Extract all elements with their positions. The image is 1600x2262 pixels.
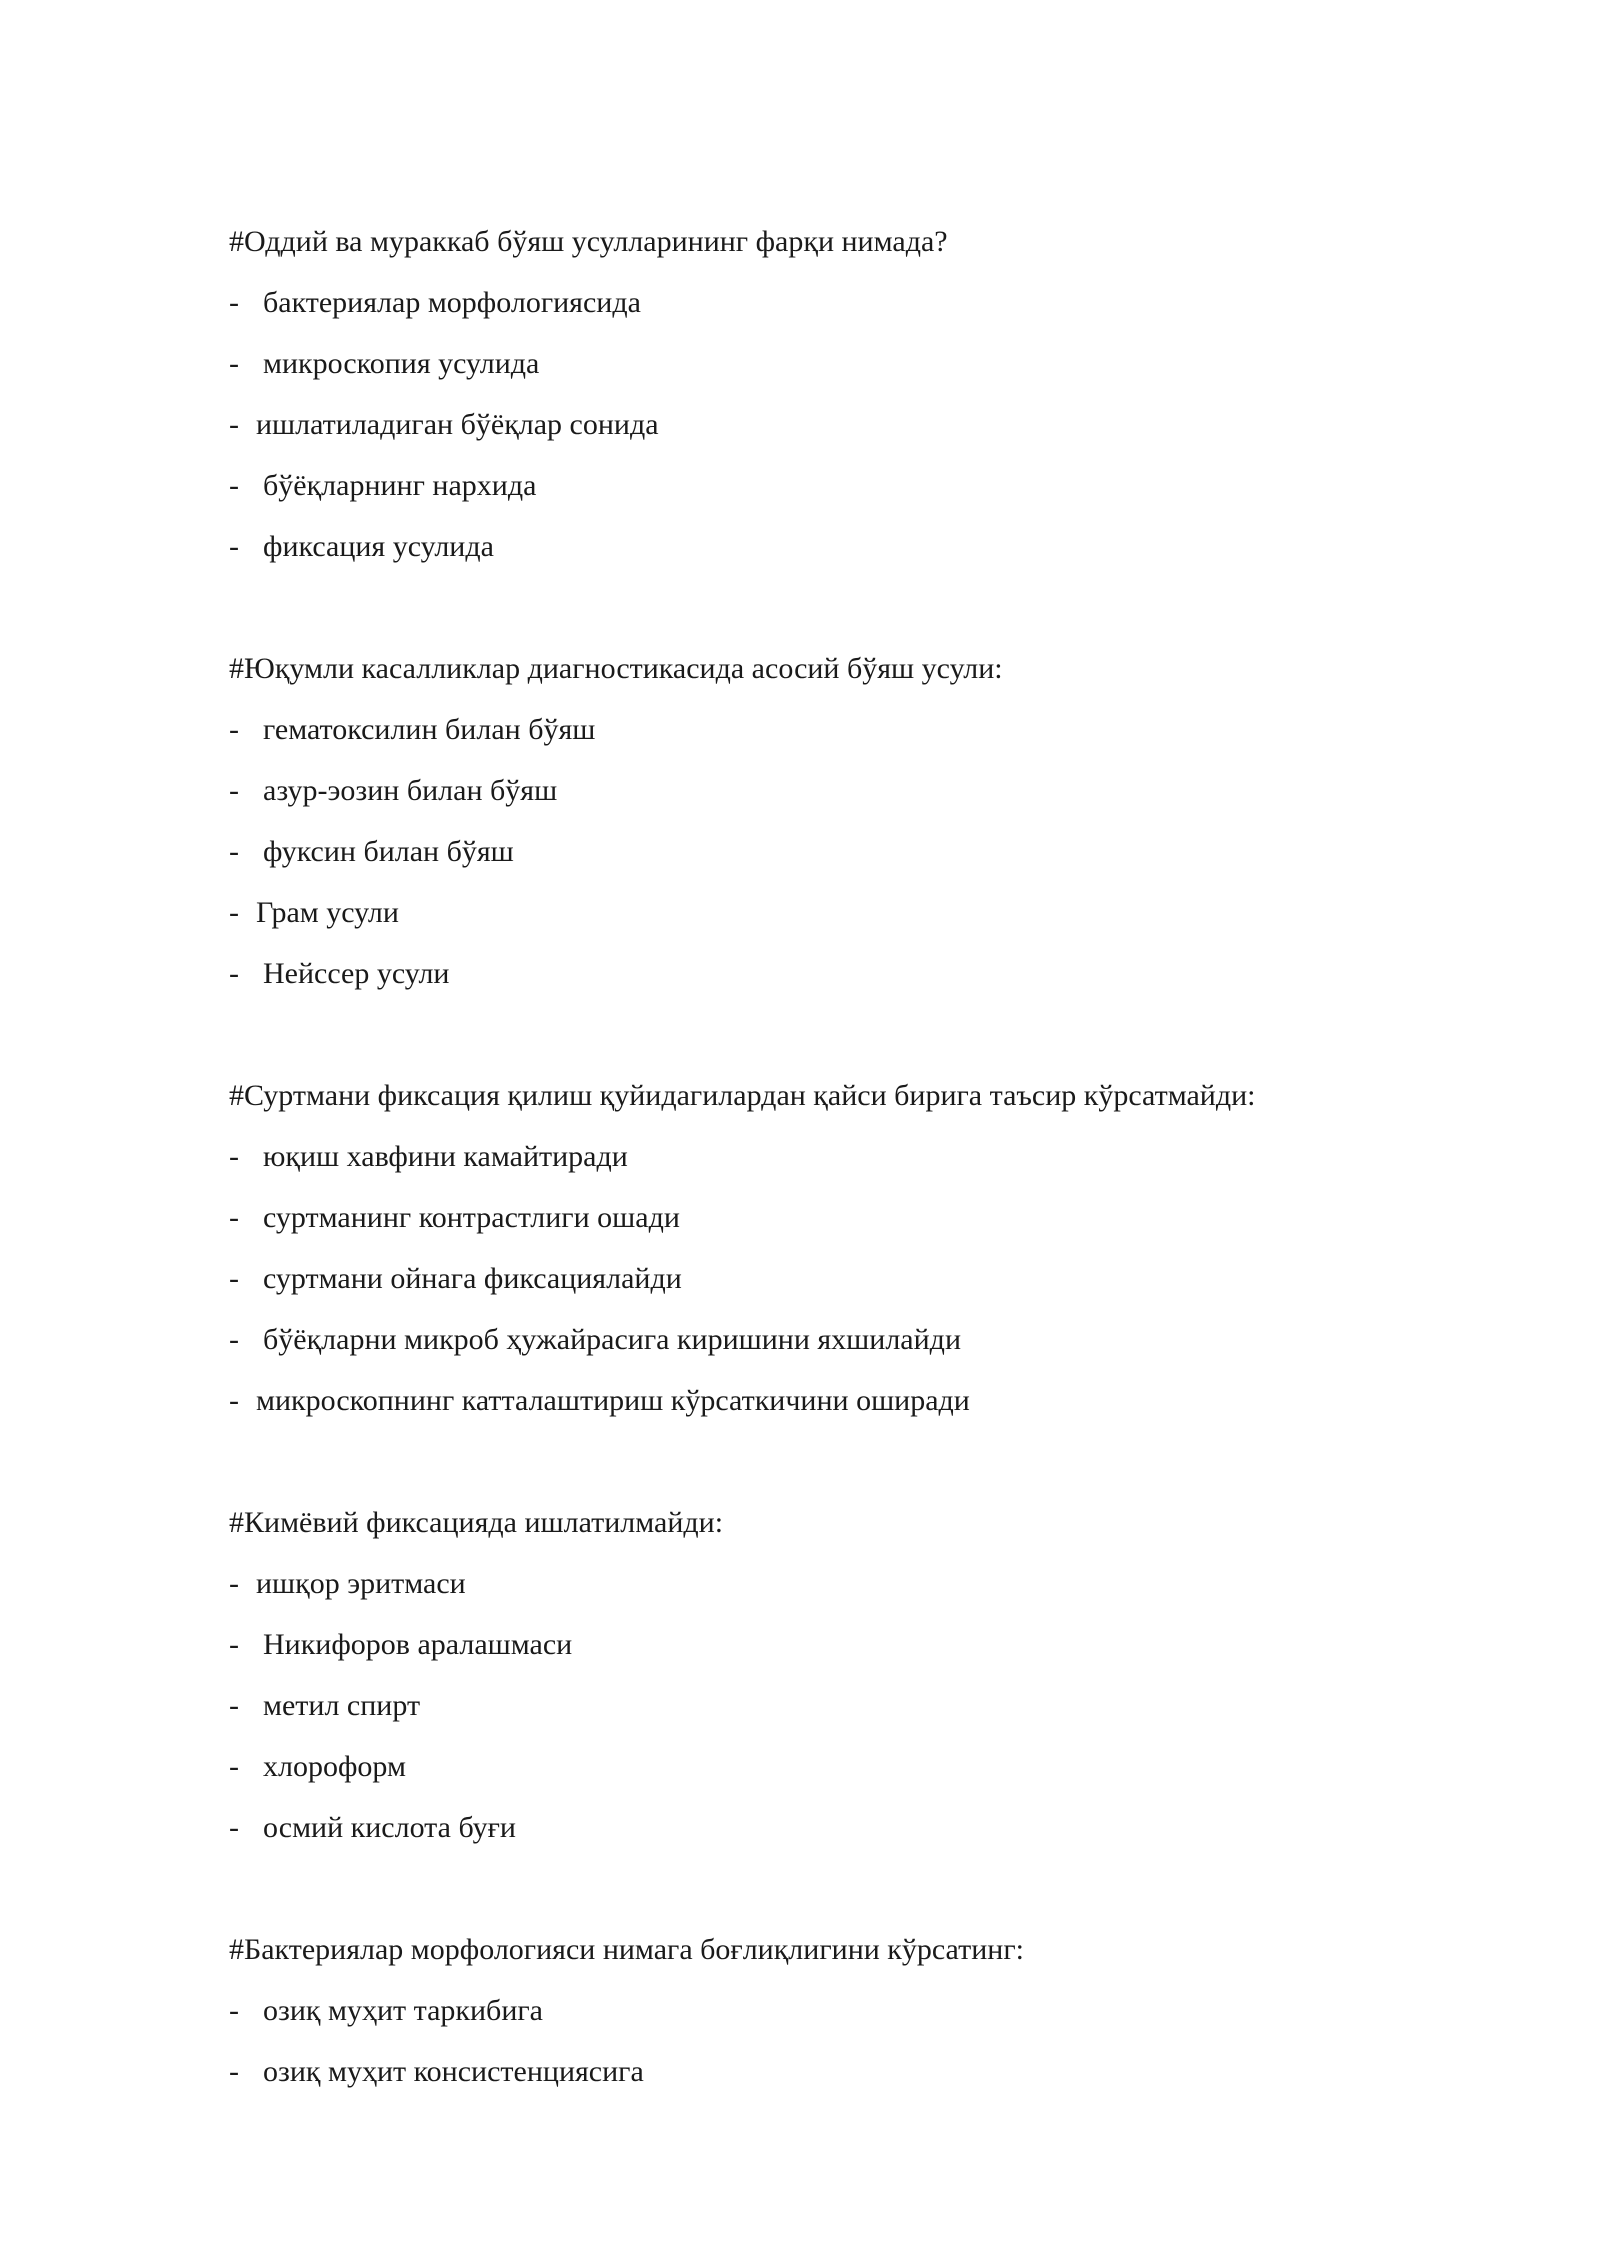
answer-option (229, 1675, 1429, 1736)
option-text: бактериялар морфологиясида (263, 286, 641, 319)
question-block (229, 1065, 1429, 1431)
answer-option (229, 1614, 1429, 1675)
option-dash: - (229, 286, 239, 319)
option-text: Никифоров аралашмаси (263, 1628, 573, 1661)
option-dash: - (229, 1384, 239, 1417)
answer-option (229, 1980, 1429, 2041)
option-text: фуксин билан бўяш (263, 835, 514, 868)
option-text: фиксация усулида (263, 530, 494, 563)
question-text: #Юқумли касалликлар диагностикасида асосий бўяш усули: (229, 652, 1003, 685)
answer-option (229, 1736, 1429, 1797)
answer-option (229, 333, 1429, 394)
option-dash: - (229, 1201, 239, 1234)
option-dash: - (229, 1750, 239, 1783)
question-text: #Кимёвий фиксацияда ишлатилмайди: (229, 1506, 724, 1539)
answer-option (229, 943, 1429, 1004)
answer-option (229, 1370, 1429, 1431)
option-text: бўёқларнинг нархида (263, 469, 537, 502)
answer-option (229, 394, 1429, 455)
option-dash: - (229, 408, 239, 441)
option-text: микроскопия усулида (263, 347, 540, 380)
option-text: хлороформ (263, 1750, 406, 1783)
option-dash: - (229, 774, 239, 807)
option-text: суртманинг контрастлиги ошади (263, 1201, 680, 1234)
option-text: ишлатиладиган бўёқлар сонида (256, 408, 659, 441)
option-dash: - (229, 469, 239, 502)
question-block (229, 638, 1429, 1004)
option-dash: - (229, 530, 239, 563)
option-dash: - (229, 835, 239, 868)
option-text: Нейссер усули (263, 957, 450, 990)
option-text: бўёқларни микроб ҳужайрасига киришини яхшилайди (263, 1323, 961, 1356)
answer-option (229, 882, 1429, 943)
answer-option (229, 821, 1429, 882)
option-dash: - (229, 1567, 239, 1600)
option-text: микроскопнинг катталаштириш кўрсаткичини оширади (256, 1384, 970, 1417)
option-dash: - (229, 1262, 239, 1295)
option-text: азур-эозин билан бўяш (263, 774, 558, 807)
option-dash: - (229, 2055, 239, 2088)
option-dash: - (229, 896, 239, 929)
question-list (229, 211, 1429, 2163)
answer-option (229, 1187, 1429, 1248)
answer-option (229, 1126, 1429, 1187)
option-dash: - (229, 1140, 239, 1173)
option-dash: - (229, 713, 239, 746)
answer-option (229, 760, 1429, 821)
option-text: озиқ муҳит таркибига (263, 1994, 543, 2027)
option-dash: - (229, 1323, 239, 1356)
answer-option (229, 1248, 1429, 1309)
answer-option (229, 1309, 1429, 1370)
answer-option (229, 699, 1429, 760)
answer-option (229, 272, 1429, 333)
answer-option (229, 1553, 1429, 1614)
option-text: осмий кислота буғи (263, 1811, 516, 1844)
option-dash: - (229, 347, 239, 380)
option-text: метил спирт (263, 1689, 421, 1722)
answer-option (229, 455, 1429, 516)
option-dash: - (229, 1628, 239, 1661)
answer-option (229, 516, 1429, 577)
question-block (229, 1919, 1429, 2102)
option-text: ишқор эритмаси (256, 1567, 466, 1600)
option-dash: - (229, 957, 239, 990)
option-dash: - (229, 1689, 239, 1722)
question-block (229, 211, 1429, 577)
answer-option (229, 1797, 1429, 1858)
option-text: юқиш хавфини камайтиради (263, 1140, 628, 1173)
question-block (229, 1492, 1429, 1858)
question-text: #Суртмани фиксация қилиш қуйидагилардан қайси бирига таъсир кўрсатмайди: (229, 1079, 1256, 1112)
option-text: гематоксилин билан бўяш (263, 713, 596, 746)
option-text: Грам усули (256, 896, 399, 929)
option-text: суртмани ойнага фиксациялайди (263, 1262, 682, 1295)
question-text: #Бактериялар морфологияси нимага боғлиқлигини кўрсатинг: (229, 1933, 1024, 1966)
option-dash: - (229, 1994, 239, 2027)
answer-option (229, 2041, 1429, 2102)
question-text: #Оддий ва мураккаб бўяш усулларининг фарқи нимада? (229, 225, 948, 258)
option-text: озиқ муҳит консистенциясига (263, 2055, 644, 2088)
option-dash: - (229, 1811, 239, 1844)
